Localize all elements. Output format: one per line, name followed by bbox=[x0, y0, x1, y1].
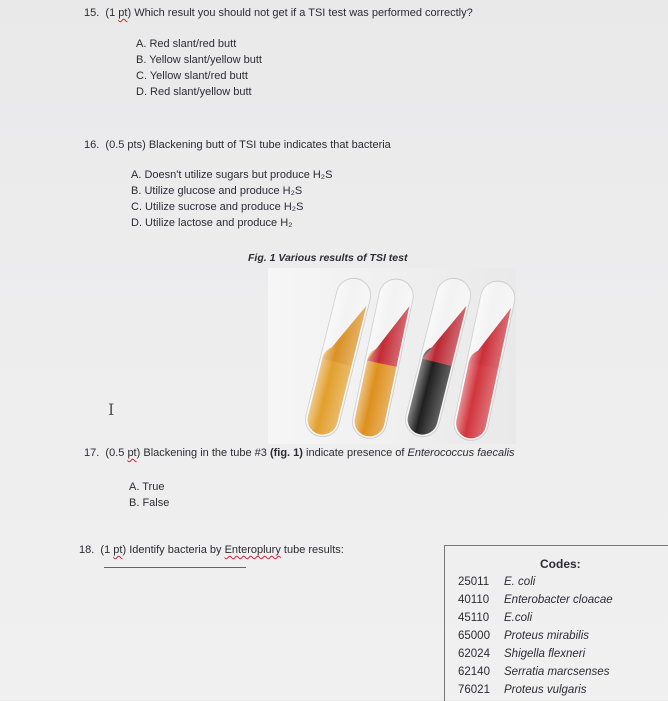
q16-text: Blackening butt of TSI tube indicates that bacteria bbox=[148, 139, 391, 151]
q16-options bbox=[131, 167, 332, 231]
code-row: 45110 E.coli bbox=[458, 612, 533, 624]
q17-fig-ref: (fig. 1) bbox=[269, 447, 303, 459]
code-row: 76021 Proteus vulgaris bbox=[458, 684, 587, 696]
q17-number: 17. bbox=[84, 447, 100, 459]
q15-number: 15. bbox=[84, 7, 100, 19]
tsi-tubes-photo bbox=[268, 268, 516, 444]
code-row: 65000 Proteus mirabilis bbox=[458, 630, 589, 642]
code-row: 25011 E. coli bbox=[458, 576, 536, 588]
q16-prompt bbox=[84, 139, 391, 151]
code-row: 40110 Enterobacter cloacae bbox=[458, 594, 613, 606]
q18-text-before: Identify bacteria by bbox=[129, 544, 225, 556]
q16-option-a[interactable]: A. Doesn't utilize sugars but produce H₂S bbox=[131, 169, 333, 181]
q17-option-a[interactable]: A. True bbox=[129, 481, 165, 493]
q17-option-b[interactable]: B. False bbox=[129, 497, 170, 509]
codes-list bbox=[458, 573, 613, 699]
q16-option-d[interactable]: D. Utilize lactose and produce H₂ bbox=[131, 217, 293, 229]
q15-option-c[interactable]: C. Yellow slant/red butt bbox=[136, 70, 248, 82]
q18-prompt bbox=[79, 544, 344, 556]
q17-points: (0.5 pt) bbox=[105, 447, 141, 459]
tsi-tubes-illustration bbox=[268, 268, 516, 444]
text-cursor-icon: I bbox=[108, 400, 115, 419]
figure-title: Fig. 1 Various results of TSI test bbox=[248, 252, 408, 264]
q16-option-b[interactable]: B. Utilize glucose and produce H₂S bbox=[131, 185, 303, 197]
q15-option-b[interactable]: B. Yellow slant/yellow butt bbox=[136, 54, 262, 66]
q16-points: (0.5 pts) bbox=[105, 139, 146, 151]
code-row: 62024 Shigella flexneri bbox=[458, 648, 586, 660]
codes-title: Codes: bbox=[540, 557, 581, 571]
q15-text: Which result you should not get if a TSI test was performed correctly? bbox=[134, 7, 473, 19]
q15-options bbox=[136, 36, 262, 100]
q15-option-d[interactable]: D. Red slant/yellow butt bbox=[136, 86, 252, 98]
q18-answer-line[interactable] bbox=[104, 566, 246, 568]
q18-number: 18. bbox=[79, 544, 95, 556]
q18-misspelled-word: Enteroplury bbox=[224, 544, 281, 556]
q15-points: (1 pt) bbox=[105, 7, 132, 19]
q15-prompt bbox=[84, 7, 473, 19]
q16-option-c[interactable]: C. Utilize sucrose and produce H₂S bbox=[131, 201, 304, 213]
q17-organism: Enterococcus faecalis bbox=[407, 447, 515, 459]
q18-text-after: tube results: bbox=[280, 544, 344, 556]
q17-text-middle: indicate presence of bbox=[302, 447, 408, 459]
q17-options bbox=[129, 479, 169, 511]
q17-prompt bbox=[84, 447, 515, 459]
q17-text-before: Blackening in the tube #3 bbox=[143, 447, 270, 459]
q18-points: (1 pt) bbox=[100, 544, 127, 556]
q16-number: 16. bbox=[84, 139, 100, 151]
q15-option-a[interactable]: A. Red slant/red butt bbox=[136, 38, 237, 50]
code-row: 62140 Serratia marcsenses bbox=[458, 666, 610, 678]
